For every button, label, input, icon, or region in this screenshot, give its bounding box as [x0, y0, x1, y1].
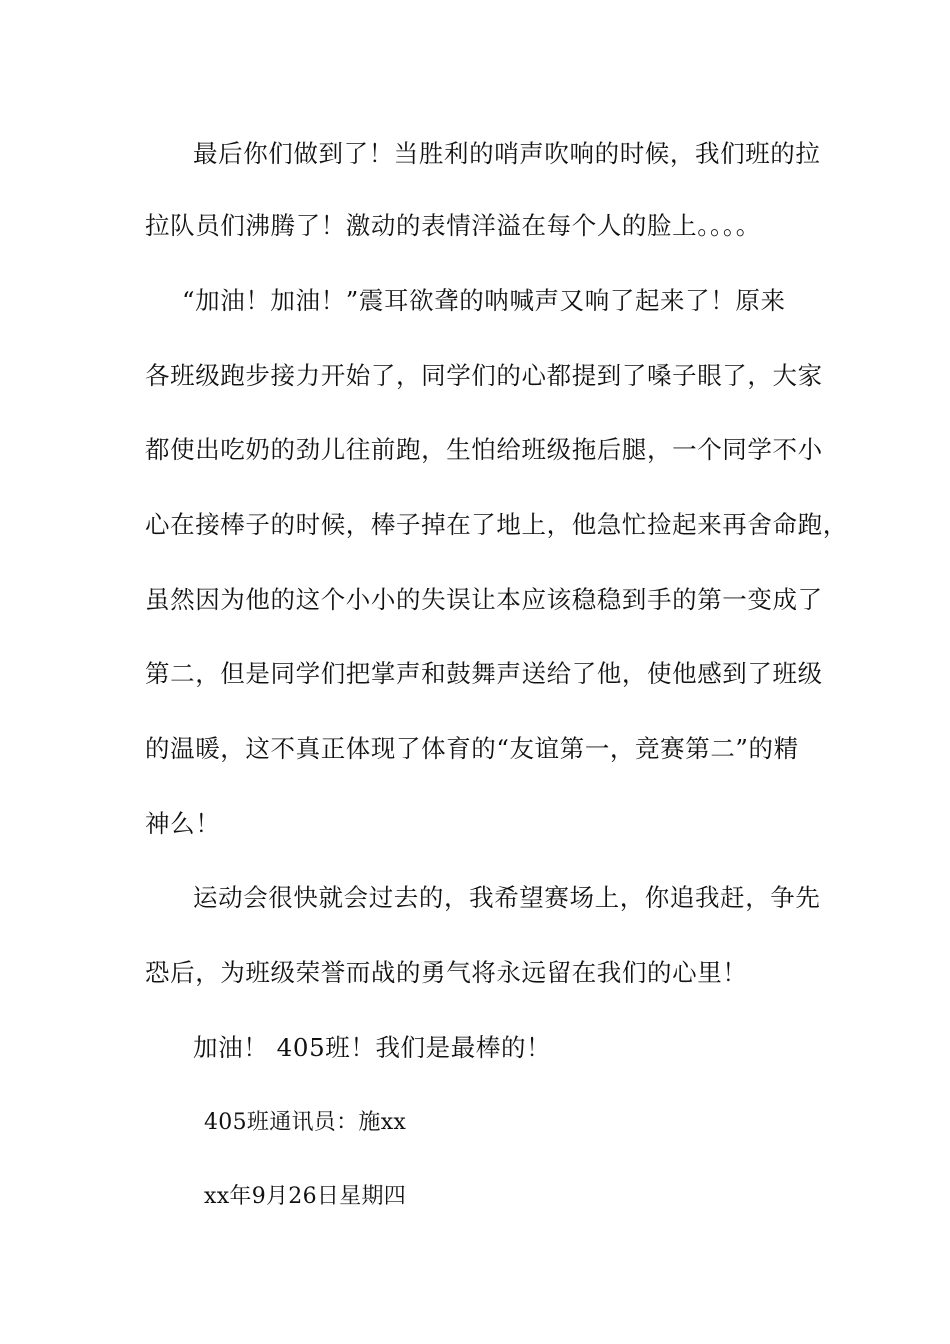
signature-author: 405班通讯员：施xx: [204, 1110, 407, 1135]
paragraph-2-line-6: 第二，但是同学们把掌声和鼓舞声送给了他，使他感到了班级: [145, 659, 823, 688]
paragraph-2-line-4: 心在接棒子的时候，棒子掉在了地上，他急忙捡起来再舍命跑，: [145, 510, 848, 539]
paragraph-2-line-8: 神么！: [145, 809, 221, 838]
paragraph-1-line-2: 拉队员们沸腾了！激动的表情洋溢在每个人的脸上。。。。: [145, 211, 761, 240]
paragraph-3-line-2: 恐后，为班级荣誉而战的勇气将永远留在我们的心里！: [145, 958, 748, 987]
paragraph-3-line-1: 运动会很快就会过去的，我希望赛场上，你追我赶，争先: [193, 883, 821, 912]
cheer-line: 加油！ 405班！我们是最棒的！: [193, 1033, 552, 1062]
signature-date: xx年9月26日星期四: [204, 1184, 407, 1209]
paragraph-2-line-3: 都使出吃奶的劲儿往前跑，生怕给班级拖后腿，一个同学不小: [145, 435, 823, 464]
paragraph-2-line-2: 各班级跑步接力开始了，同学们的心都提到了嗓子眼了，大家: [145, 361, 823, 390]
paragraph-2-line-7: 的温暖，这不真正体现了体育的“友谊第一，竞赛第二”的精: [145, 734, 799, 763]
paragraph-1-line-1: 最后你们做到了！当胜利的哨声吹响的时候，我们班的拉: [193, 139, 821, 168]
paragraph-2-line-5: 虽然因为他的这个小小的失误让本应该稳稳到手的第一变成了: [145, 585, 823, 614]
paragraph-2-line-1: “加油！加油！”震耳欲聋的呐喊声又响了起来了！原来: [182, 286, 786, 315]
